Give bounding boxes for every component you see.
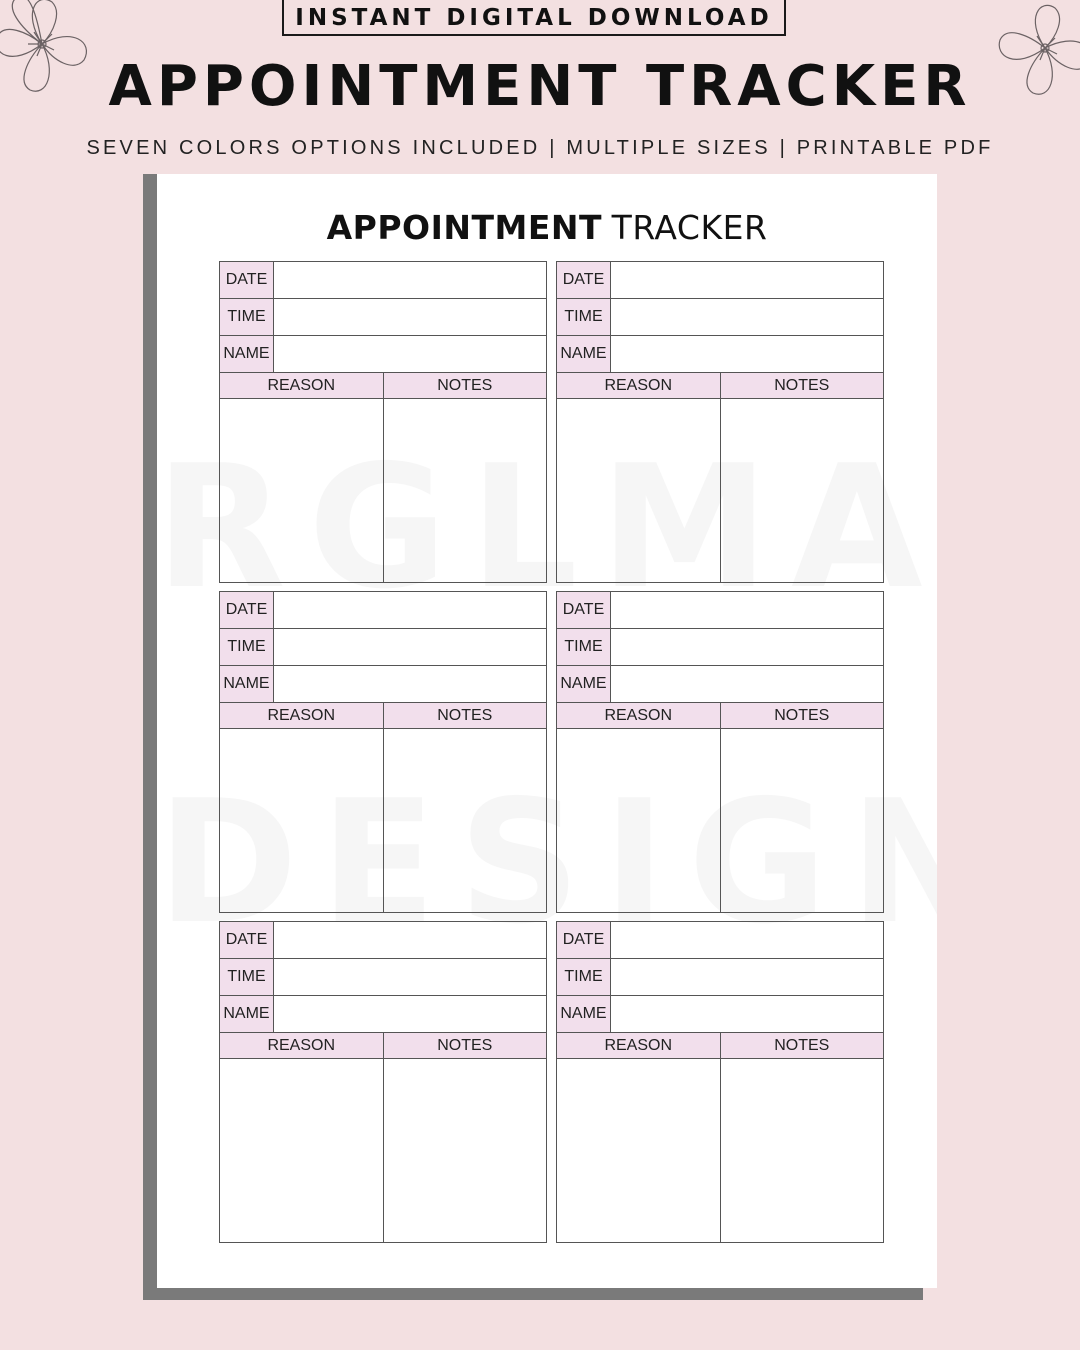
column-divider xyxy=(720,1059,721,1242)
planner-sheet xyxy=(157,174,937,1288)
notes-header: NOTES xyxy=(437,1036,493,1054)
appointment-card xyxy=(556,261,884,583)
time-row xyxy=(220,299,546,336)
name-row xyxy=(220,336,546,373)
column-headers xyxy=(557,703,883,729)
date-label: DATE xyxy=(557,922,611,958)
notes-header: NOTES xyxy=(437,376,493,394)
time-label: TIME xyxy=(220,629,274,665)
column-headers xyxy=(557,1033,883,1059)
download-badge: INSTANT DIGITAL DOWNLOAD xyxy=(282,0,786,36)
column-headers xyxy=(220,373,546,399)
name-row xyxy=(557,996,883,1033)
notes-header: NOTES xyxy=(774,376,830,394)
date-label: DATE xyxy=(557,592,611,628)
time-label: TIME xyxy=(557,299,611,335)
column-headers xyxy=(220,703,546,729)
date-row xyxy=(557,262,883,299)
column-headers xyxy=(557,373,883,399)
appointment-card xyxy=(556,591,884,913)
name-label: NAME xyxy=(557,336,611,372)
subtitle: SEVEN COLORS OPTIONS INCLUDED | MULTIPLE SIZES | PRINTABLE PDF xyxy=(86,137,994,159)
date-row xyxy=(220,592,546,629)
appointment-card xyxy=(219,591,547,913)
notes-header: NOTES xyxy=(774,706,830,724)
date-row xyxy=(220,922,546,959)
date-row xyxy=(220,262,546,299)
sheet-title-bold: APPOINTMENT xyxy=(326,208,602,247)
notes-header: NOTES xyxy=(437,706,493,724)
appointment-card xyxy=(219,261,547,583)
date-row xyxy=(557,922,883,959)
reason-header: REASON xyxy=(220,1033,384,1058)
name-label: NAME xyxy=(557,666,611,702)
time-row xyxy=(557,629,883,666)
main-title: APPOINTMENT TRACKER xyxy=(108,54,972,119)
flower-right-icon xyxy=(990,0,1080,110)
name-row xyxy=(220,666,546,703)
time-row xyxy=(220,629,546,666)
reason-header: REASON xyxy=(220,373,384,398)
time-label: TIME xyxy=(557,629,611,665)
time-row xyxy=(557,959,883,996)
sheet-title xyxy=(157,208,937,247)
reason-header: REASON xyxy=(220,703,384,728)
name-row xyxy=(557,666,883,703)
column-divider xyxy=(383,399,384,582)
flower-left-icon xyxy=(0,0,102,112)
name-row xyxy=(557,336,883,373)
reason-header: REASON xyxy=(557,703,721,728)
time-label: TIME xyxy=(557,959,611,995)
name-label: NAME xyxy=(557,996,611,1032)
sheet-title-light: TRACKER xyxy=(611,208,768,247)
time-label: TIME xyxy=(220,959,274,995)
date-label: DATE xyxy=(557,262,611,298)
time-row xyxy=(557,299,883,336)
name-row xyxy=(220,996,546,1033)
name-label: NAME xyxy=(220,666,274,702)
name-label: NAME xyxy=(220,996,274,1032)
reason-header: REASON xyxy=(557,1033,721,1058)
date-label: DATE xyxy=(220,592,274,628)
reason-header: REASON xyxy=(557,373,721,398)
appointment-card xyxy=(556,921,884,1243)
column-divider xyxy=(383,1059,384,1242)
appointment-card xyxy=(219,921,547,1243)
time-label: TIME xyxy=(220,299,274,335)
name-label: NAME xyxy=(220,336,274,372)
date-label: DATE xyxy=(220,922,274,958)
time-row xyxy=(220,959,546,996)
column-divider xyxy=(720,399,721,582)
date-row xyxy=(557,592,883,629)
column-headers xyxy=(220,1033,546,1059)
date-label: DATE xyxy=(220,262,274,298)
notes-header: NOTES xyxy=(774,1036,830,1054)
column-divider xyxy=(383,729,384,912)
column-divider xyxy=(720,729,721,912)
